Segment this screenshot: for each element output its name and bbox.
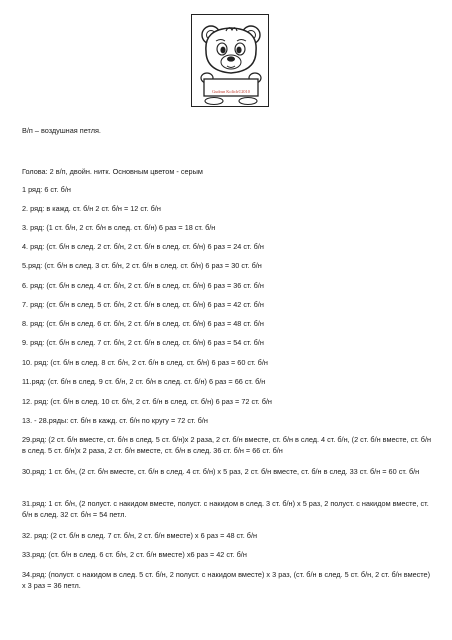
row-5: 5.ряд: (ст. б/н в след. 3 ст. б/н, 2 ст. б/н в след. ст. б/н) 6 раз = 30 ст. б/н — [22, 261, 262, 270]
row-13-28: 13. - 28.ряды: ст. б/н в кажд. ст. б/н по кругу = 72 ст. б/н — [22, 416, 208, 425]
row-3: 3. ряд: (1 ст. б/н, 2 ст. б/н в след. ст. б/н) 6 раз = 18 ст. б/н — [22, 223, 216, 232]
row-2: 2. ряд: в кажд. ст. б/н 2 ст. б/н = 12 ст. б/н — [22, 204, 161, 213]
row-33: 33.ряд: (ст. б/н в след. 6 ст. б/н, 2 ст. б/н вместе) х6 раз = 42 ст. б/н — [22, 550, 247, 559]
row-32: 32. ряд: (2 ст. б/н в след. 7 ст. б/н, 2 ст. б/н вместе) х 6 раз = 48 ст. б/н — [22, 531, 258, 540]
row-4: 4. ряд: (ст. б/н в след. 2 ст. б/н, 2 ст. б/н в след. ст. б/н) 6 раз = 24 ст. б/н — [22, 242, 264, 251]
row-31: 31.ряд: 1 ст. б/н, (2 полуст. с накидом вместе, полуст. с накидом в след. 3 ст. б/н) х 5 раз, 2 полуст. с накидом вместе, ст. б/н в след. 32 ст. б/н = 54 петл. — [22, 499, 429, 520]
logo-signature: Gudrun Kolich©2010 — [212, 89, 250, 94]
legend-text: В/п – воздушная петля. — [22, 126, 101, 135]
head-intro-text: Голова: 2 в/п, двойн. нитк. Основным цветом - серым — [22, 167, 203, 176]
row-12: 12. ряд: (ст. б/н в след. 10 ст. б/н, 2 ст. б/н в след. ст. б/н) 6 раз = 72 ст. б/н — [22, 397, 272, 406]
row-8: 8. ряд: (ст. б/н в след. 6 ст. б/н, 2 ст. б/н в след. ст. б/н) 6 раз = 48 ст. б/н — [22, 319, 264, 328]
row-1: 1 ряд: 6 ст. б/н — [22, 185, 71, 194]
row-29: 29.ряд: (2 ст. б/н вместе, ст. б/н в след. 5 ст. б/н)х 2 раза, 2 ст. б/н вместе, ст. б/н в след. 4 ст. б/н, (2 ст. б/н вместе, ст. б/н в след. 5 ст. б/н)х 2 раза, 2 ст. б/н вместе, ст. б/н в след. 36 ст. б/н = 66 ст. б/н — [22, 435, 432, 456]
row-6: 6. ряд: (ст. б/н в след. 4 ст. б/н, 2 ст. б/н в след. ст. б/н) 6 раз = 36 ст. б/н — [22, 281, 264, 290]
row-7: 7. ряд: (ст. б/н в след. 5 ст. б/н, 2 ст. б/н в след. ст. б/н) 6 раз = 42 ст. б/н — [22, 300, 264, 309]
logo-frame — [191, 14, 269, 107]
row-34: 34.ряд: (полуст. с накидом в след. 5 ст. б/н, 2 полуст. с накидом вместе) х 3 раз, (ст. б/н в след. 5 ст. б/н, 2 ст. б/н вместе) х 3 раз = 36 петл. — [22, 570, 431, 591]
row-10: 10. ряд: (ст. б/н в след. 8 ст. б/н, 2 ст. б/н в след. ст. б/н) 6 раз = 60 ст. б/н — [22, 358, 268, 367]
row-11: 11.ряд: (ст. б/н в след. 9 ст. б/н, 2 ст. б/н в след. ст. б/н) 6 раз = 66 ст. б/н — [22, 377, 266, 386]
row-9: 9. ряд: (ст. б/н в след. 7 ст. б/н, 2 ст. б/н в след. ст. б/н) 6 раз = 54 ст. б/н — [22, 338, 264, 347]
row-30: 30.ряд: 1 ст. б/н, (2 ст. б/н вместе, ст. б/н в след. 4 ст. б/н) х 5 раз, 2 ст. б/н вместе, ст. б/н в след. 33 ст. б/н = 60 ст. б/н — [22, 467, 420, 476]
